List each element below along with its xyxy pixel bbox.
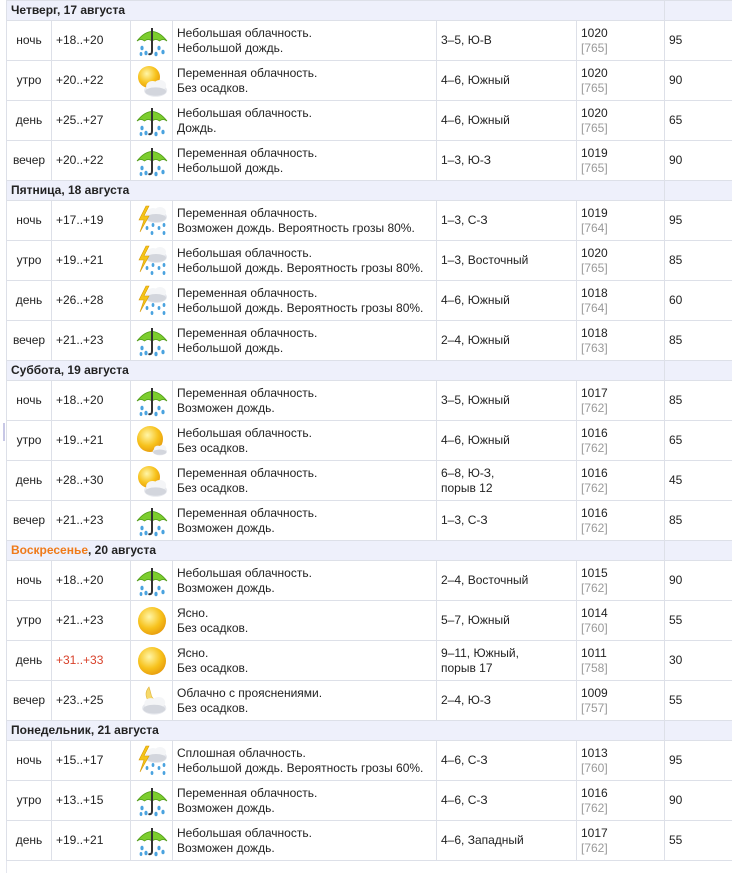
wind bbox=[437, 321, 577, 361]
day-part: день bbox=[7, 281, 52, 321]
temperature: +21..+23 bbox=[52, 501, 131, 541]
pressure bbox=[577, 241, 665, 281]
temperature: +18..+20 bbox=[52, 21, 131, 61]
weather-icon-cell bbox=[131, 681, 173, 721]
pressure-mmhg: [758] bbox=[581, 660, 608, 675]
weather-description bbox=[173, 681, 437, 721]
pressure-hpa: 1020 bbox=[581, 105, 608, 120]
umbrella-rain-icon bbox=[135, 144, 169, 178]
weather-description bbox=[173, 641, 437, 681]
umbrella-rain-icon bbox=[135, 384, 169, 418]
day-header bbox=[7, 181, 665, 201]
pressure bbox=[577, 201, 665, 241]
forecast-row bbox=[7, 21, 732, 61]
weather-icon-cell bbox=[131, 781, 173, 821]
humidity: 65 bbox=[665, 421, 732, 461]
temperature: +19..+21 bbox=[52, 821, 131, 861]
humidity: 85 bbox=[665, 381, 732, 421]
weather-description bbox=[173, 741, 437, 781]
wind bbox=[437, 381, 577, 421]
pressure bbox=[577, 501, 665, 541]
day-header-row-2 bbox=[7, 181, 732, 201]
pressure bbox=[577, 821, 665, 861]
day-part: утро bbox=[7, 781, 52, 821]
precipitation-text: Возможен дождь. bbox=[177, 840, 275, 855]
umbrella-rain-icon bbox=[135, 784, 169, 818]
umbrella-rain-icon bbox=[135, 24, 169, 58]
pressure bbox=[577, 421, 665, 461]
day-part: вечер bbox=[7, 681, 52, 721]
cloudiness-text: Ясно. bbox=[177, 645, 209, 660]
pressure-mmhg: [765] bbox=[581, 40, 608, 55]
pressure-mmhg: [764] bbox=[581, 220, 608, 235]
forecast-row bbox=[7, 201, 732, 241]
day-part: утро bbox=[7, 601, 52, 641]
weather-icon-cell bbox=[131, 21, 173, 61]
wind bbox=[437, 101, 577, 141]
day-header bbox=[7, 721, 665, 741]
weather-description bbox=[173, 501, 437, 541]
precipitation-text: Небольшой дождь. bbox=[177, 340, 284, 355]
precipitation-text: Небольшой дождь. bbox=[177, 160, 284, 175]
forecast-row bbox=[7, 101, 732, 141]
weather-description bbox=[173, 101, 437, 141]
forecast-row bbox=[7, 781, 732, 821]
forecast-row bbox=[7, 641, 732, 681]
forecast-row bbox=[7, 461, 732, 501]
temperature: +20..+22 bbox=[52, 61, 131, 101]
forecast-row bbox=[7, 381, 732, 421]
temperature: +26..+28 bbox=[52, 281, 131, 321]
precipitation-text: Небольшой дождь. Вероятность грозы 80%. bbox=[177, 260, 424, 275]
sun-cloud-icon bbox=[135, 464, 169, 498]
pressure-hpa: 1020 bbox=[581, 245, 608, 260]
pressure-hpa: 1018 bbox=[581, 325, 608, 340]
forecast-row bbox=[7, 141, 732, 181]
weather-icon-cell bbox=[131, 281, 173, 321]
weather-icon-cell bbox=[131, 61, 173, 101]
wind bbox=[437, 141, 577, 181]
temperature: +31..+33 bbox=[52, 641, 131, 681]
day-header-spacer bbox=[665, 721, 732, 741]
wind-text: 4–6, Южный bbox=[441, 433, 510, 447]
cloudiness-text: Небольшая облачность. bbox=[177, 105, 312, 120]
cloudiness-text: Переменная облачность. bbox=[177, 65, 318, 80]
day-part: вечер bbox=[7, 141, 52, 181]
umbrella-rain-icon bbox=[135, 104, 169, 138]
day-part: утро bbox=[7, 241, 52, 281]
wind bbox=[437, 561, 577, 601]
wind bbox=[437, 461, 577, 501]
pressure-mmhg: [757] bbox=[581, 700, 608, 715]
wind-text: 4–6, Южный bbox=[441, 73, 510, 87]
weather-icon-cell bbox=[131, 501, 173, 541]
temperature: +17..+19 bbox=[52, 201, 131, 241]
cloudiness-text: Облачно с прояснениями. bbox=[177, 685, 323, 700]
sun-small-cloud-icon bbox=[135, 424, 169, 458]
wind-text: 5–7, Южный bbox=[441, 613, 510, 627]
day-date: , 19 августа bbox=[60, 363, 129, 377]
pressure-mmhg: [762] bbox=[581, 580, 608, 595]
cloudiness-text: Небольшая облачность. bbox=[177, 565, 312, 580]
thunderstorm-icon bbox=[135, 284, 169, 318]
temperature: +13..+15 bbox=[52, 781, 131, 821]
weather-icon-cell bbox=[131, 561, 173, 601]
umbrella-rain-icon bbox=[135, 564, 169, 598]
day-name: Суббота bbox=[11, 363, 61, 377]
wind-text: 1–3, С-З bbox=[441, 213, 488, 227]
day-part: вечер bbox=[7, 501, 52, 541]
moon-cloud-icon bbox=[135, 684, 169, 718]
pressure bbox=[577, 281, 665, 321]
precipitation-text: Небольшой дождь. Вероятность грозы 60%. bbox=[177, 760, 424, 775]
cloudiness-text: Переменная облачность. bbox=[177, 325, 318, 340]
pressure-hpa: 1017 bbox=[581, 385, 608, 400]
umbrella-rain-icon bbox=[135, 824, 169, 858]
day-part: день bbox=[7, 101, 52, 141]
pressure-mmhg: [764] bbox=[581, 300, 608, 315]
temperature: +28..+30 bbox=[52, 461, 131, 501]
wind-text: 4–6, С-З bbox=[441, 753, 488, 767]
pressure-hpa: 1011 bbox=[581, 645, 607, 660]
pressure-hpa: 1016 bbox=[581, 785, 608, 800]
weather-icon-cell bbox=[131, 201, 173, 241]
wind bbox=[437, 681, 577, 721]
wind bbox=[437, 201, 577, 241]
precipitation-text: Без осадков. bbox=[177, 700, 249, 715]
scroll-marker bbox=[3, 423, 5, 441]
cloudiness-text: Переменная облачность. bbox=[177, 465, 318, 480]
wind-text: 4–6, Южный bbox=[441, 113, 510, 127]
pressure-mmhg: [762] bbox=[581, 840, 608, 855]
pressure-hpa: 1017 bbox=[581, 825, 608, 840]
humidity: 45 bbox=[665, 461, 732, 501]
cloudiness-text: Переменная облачность. bbox=[177, 205, 318, 220]
wind bbox=[437, 781, 577, 821]
weather-description bbox=[173, 461, 437, 501]
pressure-mmhg: [765] bbox=[581, 120, 608, 135]
wind bbox=[437, 421, 577, 461]
wind-text: 2–4, Южный bbox=[441, 333, 510, 347]
weather-icon-cell bbox=[131, 741, 173, 781]
pressure-mmhg: [762] bbox=[581, 480, 608, 495]
day-name: Воскресенье bbox=[11, 543, 89, 557]
wind-text: 2–4, Восточный bbox=[441, 573, 529, 587]
precipitation-text: Дождь. bbox=[177, 120, 217, 135]
forecast-row bbox=[7, 741, 732, 781]
weather-description bbox=[173, 241, 437, 281]
pressure-mmhg: [763] bbox=[581, 340, 608, 355]
pressure bbox=[577, 321, 665, 361]
forecast-row bbox=[7, 321, 732, 361]
weather-icon-cell bbox=[131, 101, 173, 141]
wind bbox=[437, 241, 577, 281]
cloudiness-text: Переменная облачность. bbox=[177, 145, 318, 160]
wind bbox=[437, 61, 577, 101]
weather-description bbox=[173, 321, 437, 361]
day-part: ночь bbox=[7, 21, 52, 61]
wind-gust-text: порыв 17 bbox=[441, 660, 493, 675]
day-part: ночь bbox=[7, 381, 52, 421]
temperature: +21..+23 bbox=[52, 321, 131, 361]
day-header bbox=[7, 361, 665, 381]
pressure-mmhg: [765] bbox=[581, 160, 608, 175]
temperature: +23..+25 bbox=[52, 681, 131, 721]
umbrella-rain-icon bbox=[135, 504, 169, 538]
wind-text: 1–3, С-З bbox=[441, 513, 488, 527]
wind-text: 1–3, Ю-З bbox=[441, 153, 492, 167]
cloudiness-text: Ясно. bbox=[177, 605, 209, 620]
humidity: 55 bbox=[665, 601, 732, 641]
weather-description bbox=[173, 821, 437, 861]
thunderstorm-icon bbox=[135, 244, 169, 278]
pressure bbox=[577, 21, 665, 61]
day-header bbox=[7, 1, 665, 21]
forecast-table bbox=[6, 0, 732, 861]
pressure-mmhg: [762] bbox=[581, 800, 608, 815]
pressure-mmhg: [760] bbox=[581, 620, 608, 635]
wind bbox=[437, 741, 577, 781]
cloudiness-text: Небольшая облачность. bbox=[177, 25, 312, 40]
day-header-spacer bbox=[665, 1, 732, 21]
pressure-mmhg: [765] bbox=[581, 260, 608, 275]
precipitation-text: Возможен дождь. Вероятность грозы 80%. bbox=[177, 220, 415, 235]
pressure-hpa: 1019 bbox=[581, 205, 608, 220]
pressure bbox=[577, 781, 665, 821]
humidity: 85 bbox=[665, 321, 732, 361]
cloudiness-text: Переменная облачность. bbox=[177, 285, 318, 300]
forecast-row bbox=[7, 421, 732, 461]
weather-description bbox=[173, 21, 437, 61]
pressure-mmhg: [760] bbox=[581, 760, 608, 775]
precipitation-text: Возможен дождь. bbox=[177, 800, 275, 815]
wind bbox=[437, 501, 577, 541]
sun-icon bbox=[135, 604, 169, 638]
cloudiness-text: Переменная облачность. bbox=[177, 785, 318, 800]
weather-icon-cell bbox=[131, 821, 173, 861]
pressure-hpa: 1009 bbox=[581, 685, 608, 700]
humidity: 85 bbox=[665, 501, 732, 541]
weather-icon-cell bbox=[131, 601, 173, 641]
pressure-hpa: 1018 bbox=[581, 285, 608, 300]
day-part: ночь bbox=[7, 561, 52, 601]
forecast-row bbox=[7, 241, 732, 281]
sun-cloud-icon bbox=[135, 64, 169, 98]
humidity: 55 bbox=[665, 821, 732, 861]
wind-text: 4–6, Западный bbox=[441, 833, 524, 847]
day-header-spacer bbox=[665, 361, 732, 381]
cloudiness-text: Переменная облачность. bbox=[177, 505, 318, 520]
humidity: 30 bbox=[665, 641, 732, 681]
weather-description bbox=[173, 201, 437, 241]
temperature: +15..+17 bbox=[52, 741, 131, 781]
day-name: Понедельник bbox=[11, 723, 91, 737]
wind-text: 2–4, Ю-З bbox=[441, 693, 492, 707]
pressure-hpa: 1016 bbox=[581, 465, 608, 480]
pressure-mmhg: [762] bbox=[581, 440, 608, 455]
weather-description bbox=[173, 561, 437, 601]
umbrella-rain-icon bbox=[135, 324, 169, 358]
day-date: , 17 августа bbox=[57, 3, 125, 17]
precipitation-text: Возможен дождь. bbox=[177, 580, 275, 595]
precipitation-text: Возможен дождь. bbox=[177, 520, 275, 535]
weather-description bbox=[173, 61, 437, 101]
precipitation-text: Возможен дождь. bbox=[177, 400, 275, 415]
pressure-mmhg: [762] bbox=[581, 400, 608, 415]
day-part: ночь bbox=[7, 741, 52, 781]
pressure bbox=[577, 681, 665, 721]
temperature: +21..+23 bbox=[52, 601, 131, 641]
humidity: 90 bbox=[665, 561, 732, 601]
weather-description bbox=[173, 421, 437, 461]
precipitation-text: Без осадков. bbox=[177, 440, 249, 455]
wind-text: 9–11, Южный, bbox=[441, 645, 519, 660]
day-header-row-4 bbox=[7, 541, 732, 561]
pressure bbox=[577, 461, 665, 501]
weather-description bbox=[173, 141, 437, 181]
humidity: 95 bbox=[665, 741, 732, 781]
cloudiness-text: Небольшая облачность. bbox=[177, 245, 312, 260]
humidity: 60 bbox=[665, 281, 732, 321]
pressure bbox=[577, 61, 665, 101]
day-header-spacer bbox=[665, 181, 732, 201]
day-part: день bbox=[7, 821, 52, 861]
day-date: , 21 августа bbox=[90, 723, 159, 737]
wind-text: 4–6, С-З bbox=[441, 793, 488, 807]
humidity: 95 bbox=[665, 201, 732, 241]
day-header-row-5 bbox=[7, 721, 732, 741]
wind bbox=[437, 641, 577, 681]
pressure bbox=[577, 641, 665, 681]
humidity: 65 bbox=[665, 101, 732, 141]
day-header bbox=[7, 541, 665, 561]
day-part: утро bbox=[7, 61, 52, 101]
temperature: +25..+27 bbox=[52, 101, 131, 141]
thunderstorm-icon bbox=[135, 744, 169, 778]
pressure bbox=[577, 101, 665, 141]
wind-text: 6–8, Ю-З, bbox=[441, 465, 495, 480]
pressure-hpa: 1014 bbox=[581, 605, 608, 620]
humidity: 90 bbox=[665, 781, 732, 821]
pressure-hpa: 1020 bbox=[581, 65, 608, 80]
weather-icon-cell bbox=[131, 641, 173, 681]
forecast-row bbox=[7, 561, 732, 601]
humidity: 85 bbox=[665, 241, 732, 281]
day-part: вечер bbox=[7, 321, 52, 361]
forecast-row bbox=[7, 681, 732, 721]
sun-icon bbox=[135, 644, 169, 678]
wind bbox=[437, 281, 577, 321]
cloudiness-text: Небольшая облачность. bbox=[177, 425, 312, 440]
weather-icon-cell bbox=[131, 381, 173, 421]
cloudiness-text: Сплошная облачность. bbox=[177, 745, 306, 760]
precipitation-text: Без осадков. bbox=[177, 80, 249, 95]
forecast-row bbox=[7, 281, 732, 321]
weather-icon-cell bbox=[131, 141, 173, 181]
wind bbox=[437, 601, 577, 641]
forecast-row bbox=[7, 61, 732, 101]
humidity: 95 bbox=[665, 21, 732, 61]
pressure bbox=[577, 381, 665, 421]
pressure bbox=[577, 601, 665, 641]
wind-text: 3–5, Южный bbox=[441, 393, 510, 407]
precipitation-text: Небольшой дождь. Вероятность грозы 80%. bbox=[177, 300, 424, 315]
pressure-mmhg: [762] bbox=[581, 520, 608, 535]
day-header-row-1 bbox=[7, 1, 732, 21]
day-date: , 20 августа bbox=[88, 543, 157, 557]
wind-text: 3–5, Ю-В bbox=[441, 33, 492, 47]
day-name: Пятница bbox=[11, 183, 62, 197]
day-name: Четверг bbox=[11, 3, 57, 17]
weather-description bbox=[173, 601, 437, 641]
pressure-hpa: 1019 bbox=[581, 145, 608, 160]
wind-gust-text: порыв 12 bbox=[441, 480, 493, 495]
day-part: ночь bbox=[7, 201, 52, 241]
thunderstorm-icon bbox=[135, 204, 169, 238]
wind bbox=[437, 821, 577, 861]
day-header-spacer bbox=[665, 541, 732, 561]
humidity: 55 bbox=[665, 681, 732, 721]
precipitation-text: Без осадков. bbox=[177, 660, 249, 675]
pressure-hpa: 1015 bbox=[581, 565, 608, 580]
day-header-row-3 bbox=[7, 361, 732, 381]
wind bbox=[437, 21, 577, 61]
temperature: +19..+21 bbox=[52, 241, 131, 281]
humidity: 90 bbox=[665, 141, 732, 181]
wind-text: 4–6, Южный bbox=[441, 293, 510, 307]
weather-description bbox=[173, 781, 437, 821]
temperature: +18..+20 bbox=[52, 381, 131, 421]
pressure bbox=[577, 141, 665, 181]
temperature: +18..+20 bbox=[52, 561, 131, 601]
cloudiness-text: Переменная облачность. bbox=[177, 385, 318, 400]
temperature: +20..+22 bbox=[52, 141, 131, 181]
day-part: день bbox=[7, 641, 52, 681]
pressure bbox=[577, 561, 665, 601]
weather-icon-cell bbox=[131, 421, 173, 461]
pressure bbox=[577, 741, 665, 781]
forecast-row bbox=[7, 821, 732, 861]
pressure-hpa: 1016 bbox=[581, 505, 608, 520]
precipitation-text: Небольшой дождь. bbox=[177, 40, 284, 55]
pressure-hpa: 1020 bbox=[581, 25, 608, 40]
temperature: +19..+21 bbox=[52, 421, 131, 461]
forecast-row bbox=[7, 601, 732, 641]
wind-text: 1–3, Восточный bbox=[441, 253, 529, 267]
day-part: день bbox=[7, 461, 52, 501]
pressure-hpa: 1013 bbox=[581, 745, 608, 760]
precipitation-text: Без осадков. bbox=[177, 620, 249, 635]
day-part: утро bbox=[7, 421, 52, 461]
forecast-row bbox=[7, 501, 732, 541]
pressure-hpa: 1016 bbox=[581, 425, 608, 440]
weather-icon-cell bbox=[131, 461, 173, 501]
pressure-mmhg: [765] bbox=[581, 80, 608, 95]
weather-icon-cell bbox=[131, 321, 173, 361]
cloudiness-text: Небольшая облачность. bbox=[177, 825, 312, 840]
weather-description bbox=[173, 281, 437, 321]
precipitation-text: Без осадков. bbox=[177, 480, 249, 495]
weather-description bbox=[173, 381, 437, 421]
weather-icon-cell bbox=[131, 241, 173, 281]
day-date: , 18 августа bbox=[61, 183, 130, 197]
humidity: 90 bbox=[665, 61, 732, 101]
